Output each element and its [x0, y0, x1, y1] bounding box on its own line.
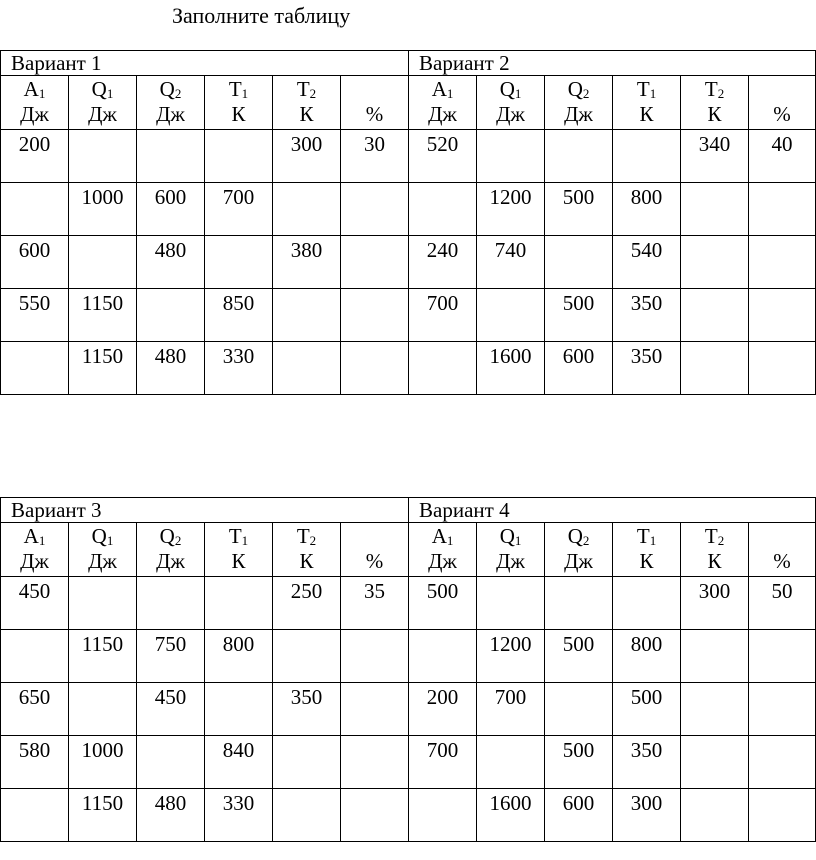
column-symbol	[229, 77, 248, 101]
column-unit: %	[365, 102, 384, 126]
variant-header-row	[1, 498, 816, 523]
table-cell[interactable]: 800	[613, 183, 681, 236]
column-header	[341, 76, 409, 130]
table-cell[interactable]: 200	[1, 130, 69, 183]
table-cell[interactable]: 750	[137, 630, 205, 683]
column-subscript: 1	[241, 86, 249, 101]
column-subscript: 1	[446, 533, 454, 548]
column-header	[273, 76, 341, 130]
table-cell[interactable]: 700	[409, 736, 477, 789]
table-cell[interactable]	[409, 630, 477, 683]
column-symbol	[92, 77, 114, 101]
table-cell[interactable]	[681, 183, 749, 236]
table-cell[interactable]: 350	[613, 289, 681, 342]
column-subscript: 1	[649, 86, 657, 101]
table-cell[interactable]	[477, 289, 545, 342]
table-cell[interactable]	[681, 289, 749, 342]
column-unit: Дж	[20, 102, 49, 126]
column-letter: T	[704, 77, 718, 101]
column-symbol	[229, 524, 248, 548]
column-header	[205, 523, 273, 577]
column-unit: Дж	[428, 549, 457, 573]
table-cell[interactable]	[749, 342, 816, 395]
table-cell[interactable]: 600	[1, 236, 69, 289]
column-header-row	[1, 76, 816, 130]
column-subscript: 1	[106, 533, 114, 548]
table-row	[1, 683, 816, 736]
table-cell[interactable]: 1150	[69, 630, 137, 683]
column-symbol	[24, 524, 46, 548]
table-cell[interactable]	[681, 789, 749, 842]
table-cell[interactable]: 330	[205, 789, 273, 842]
table-cell[interactable]	[477, 130, 545, 183]
column-unit: К	[231, 549, 246, 573]
column-letter: T	[228, 524, 242, 548]
column-subscript: 2	[309, 533, 317, 548]
table-cell[interactable]	[273, 630, 341, 683]
column-unit: К	[299, 549, 314, 573]
column-unit: К	[299, 102, 314, 126]
table-cell[interactable]	[613, 130, 681, 183]
column-subscript: 1	[446, 86, 454, 101]
column-letter: Q	[91, 524, 107, 548]
table-cell[interactable]	[681, 342, 749, 395]
table-cell[interactable]: 50	[749, 577, 816, 630]
variant-header-row	[1, 51, 816, 76]
column-subscript: 1	[106, 86, 114, 101]
column-header	[273, 523, 341, 577]
table-row	[1, 236, 816, 289]
table-cell[interactable]	[273, 736, 341, 789]
column-letter: T	[296, 77, 310, 101]
column-letter: T	[704, 524, 718, 548]
column-letter: Q	[499, 77, 515, 101]
table-cell[interactable]	[341, 236, 409, 289]
table-cell[interactable]: 1600	[477, 342, 545, 395]
column-symbol	[705, 77, 724, 101]
table-cell[interactable]	[409, 342, 477, 395]
column-unit: %	[773, 102, 791, 126]
variant-label: Вариант 3	[1, 498, 409, 523]
column-letter: A	[431, 524, 447, 548]
table-cell[interactable]: 600	[137, 183, 205, 236]
table-cell[interactable]	[137, 736, 205, 789]
table-cell[interactable]: 1000	[69, 736, 137, 789]
column-symbol	[297, 524, 316, 548]
table-cell[interactable]: 450	[137, 683, 205, 736]
table-cell[interactable]: 540	[613, 236, 681, 289]
table-cell[interactable]	[749, 683, 816, 736]
column-unit: К	[639, 102, 654, 126]
column-header	[1, 76, 69, 130]
column-header	[681, 523, 749, 577]
variant-table-1-2	[0, 50, 816, 395]
table-cell[interactable]	[137, 130, 205, 183]
column-subscript: 2	[717, 533, 725, 548]
table-row	[1, 736, 816, 789]
column-symbol	[24, 77, 46, 101]
table-row	[1, 577, 816, 630]
table-cell[interactable]	[681, 683, 749, 736]
column-symbol	[160, 77, 182, 101]
variant-table-3-4	[0, 497, 816, 842]
table-cell[interactable]: 740	[477, 236, 545, 289]
column-unit: Дж	[496, 549, 525, 573]
column-subscript: 1	[514, 86, 522, 101]
column-subscript: 1	[38, 86, 46, 101]
table-cell[interactable]: 700	[409, 289, 477, 342]
table-cell[interactable]	[341, 736, 409, 789]
column-letter: Q	[91, 77, 107, 101]
column-letter: Q	[567, 77, 583, 101]
table-cell[interactable]	[749, 789, 816, 842]
table-cell[interactable]: 1000	[69, 183, 137, 236]
column-letter: Q	[567, 524, 583, 548]
table-cell[interactable]	[545, 236, 613, 289]
table-cell[interactable]	[749, 183, 816, 236]
table-cell[interactable]	[137, 289, 205, 342]
table-cell[interactable]	[681, 736, 749, 789]
table-cell[interactable]: 1200	[477, 630, 545, 683]
table-cell[interactable]	[1, 630, 69, 683]
column-unit: Дж	[20, 549, 49, 573]
column-symbol	[568, 77, 590, 101]
column-symbol	[568, 524, 590, 548]
table-cell[interactable]: 600	[545, 342, 613, 395]
table-row	[1, 289, 816, 342]
table-cell[interactable]: 580	[1, 736, 69, 789]
table-cell[interactable]: 350	[613, 736, 681, 789]
column-header	[749, 523, 816, 577]
table-cell[interactable]	[273, 183, 341, 236]
column-subscript: 2	[717, 86, 725, 101]
table-cell[interactable]	[69, 683, 137, 736]
table-cell[interactable]: 480	[137, 342, 205, 395]
column-header-row	[1, 523, 816, 577]
table-cell[interactable]	[273, 342, 341, 395]
table-cell[interactable]	[341, 683, 409, 736]
column-header	[681, 76, 749, 130]
table-cell[interactable]: 1150	[69, 342, 137, 395]
table-cell[interactable]: 200	[409, 683, 477, 736]
table-cell[interactable]: 300	[681, 577, 749, 630]
table-cell[interactable]	[341, 630, 409, 683]
table-cell[interactable]	[69, 130, 137, 183]
table-cell[interactable]: 480	[137, 236, 205, 289]
table-cell[interactable]	[681, 236, 749, 289]
table-cell[interactable]: 240	[409, 236, 477, 289]
column-letter: A	[23, 524, 39, 548]
table-cell[interactable]	[409, 183, 477, 236]
table-cell[interactable]	[205, 683, 273, 736]
column-letter: T	[636, 77, 650, 101]
table-cell[interactable]: 40	[749, 130, 816, 183]
column-unit: %	[773, 549, 791, 573]
table-cell[interactable]	[137, 577, 205, 630]
column-symbol	[500, 77, 522, 101]
column-header	[409, 76, 477, 130]
table-cell[interactable]: 550	[1, 289, 69, 342]
table-cell[interactable]: 500	[613, 683, 681, 736]
table-cell[interactable]: 35	[341, 577, 409, 630]
table-cell[interactable]	[545, 577, 613, 630]
table-cell[interactable]: 30	[341, 130, 409, 183]
column-unit: К	[231, 102, 246, 126]
column-header	[477, 76, 545, 130]
column-letter: T	[296, 524, 310, 548]
table-cell[interactable]: 840	[205, 736, 273, 789]
table-cell[interactable]: 850	[205, 289, 273, 342]
table-cell[interactable]	[341, 183, 409, 236]
table-cell[interactable]: 250	[273, 577, 341, 630]
table-row	[1, 789, 816, 842]
column-header	[69, 523, 137, 577]
table-cell[interactable]	[749, 236, 816, 289]
table-cell[interactable]	[613, 577, 681, 630]
column-header	[137, 76, 205, 130]
column-unit: Дж	[564, 102, 593, 126]
table-cell[interactable]	[1, 342, 69, 395]
column-unit: Дж	[564, 549, 593, 573]
column-symbol	[160, 524, 182, 548]
column-header	[1, 523, 69, 577]
column-unit: Дж	[496, 102, 525, 126]
table-cell[interactable]	[545, 130, 613, 183]
table-cell[interactable]	[477, 736, 545, 789]
column-unit: Дж	[428, 102, 457, 126]
column-symbol	[500, 524, 522, 548]
table-row	[1, 183, 816, 236]
column-header	[137, 523, 205, 577]
column-header	[205, 76, 273, 130]
column-subscript: 1	[241, 533, 249, 548]
column-subscript: 2	[174, 86, 182, 101]
variant-label: Вариант 1	[1, 51, 409, 76]
column-header	[477, 523, 545, 577]
table-cell[interactable]: 520	[409, 130, 477, 183]
table-cell[interactable]	[341, 289, 409, 342]
table-row	[1, 342, 816, 395]
table-cell[interactable]: 380	[273, 236, 341, 289]
table-cell[interactable]: 350	[273, 683, 341, 736]
column-subscript: 2	[174, 533, 182, 548]
column-symbol	[637, 77, 656, 101]
variant-label: Вариант 4	[409, 498, 816, 523]
column-letter: Q	[159, 524, 175, 548]
table-cell[interactable]: 450	[1, 577, 69, 630]
variant-label: Вариант 2	[409, 51, 816, 76]
table-cell[interactable]: 480	[137, 789, 205, 842]
table-cell[interactable]	[205, 577, 273, 630]
column-symbol	[705, 524, 724, 548]
table-cell[interactable]	[477, 577, 545, 630]
column-subscript: 1	[649, 533, 657, 548]
column-header	[613, 523, 681, 577]
table-cell[interactable]	[1, 183, 69, 236]
column-unit: Дж	[156, 102, 185, 126]
column-symbol	[432, 77, 454, 101]
column-unit: К	[707, 549, 722, 573]
column-header	[545, 76, 613, 130]
column-header	[409, 523, 477, 577]
table-cell[interactable]: 300	[273, 130, 341, 183]
column-unit: К	[639, 549, 654, 573]
column-unit: Дж	[156, 549, 185, 573]
table-cell[interactable]	[545, 683, 613, 736]
column-header	[545, 523, 613, 577]
column-symbol	[92, 524, 114, 548]
table-cell[interactable]	[749, 736, 816, 789]
table-cell[interactable]: 800	[205, 630, 273, 683]
table-cell[interactable]	[273, 789, 341, 842]
table-cell[interactable]: 500	[545, 736, 613, 789]
column-header	[341, 523, 409, 577]
column-header	[749, 76, 816, 130]
table-cell[interactable]	[69, 236, 137, 289]
column-letter: T	[228, 77, 242, 101]
column-subscript: 2	[309, 86, 317, 101]
column-unit: %	[365, 549, 384, 573]
table-cell[interactable]	[409, 789, 477, 842]
table-cell[interactable]: 650	[1, 683, 69, 736]
table-cell[interactable]: 500	[545, 289, 613, 342]
column-letter: Q	[499, 524, 515, 548]
table-cell[interactable]: 1150	[69, 789, 137, 842]
table-cell[interactable]: 300	[613, 789, 681, 842]
table-cell[interactable]: 340	[681, 130, 749, 183]
table-cell[interactable]: 500	[545, 630, 613, 683]
column-letter: Q	[159, 77, 175, 101]
column-letter: A	[23, 77, 39, 101]
table-cell[interactable]: 800	[613, 630, 681, 683]
table-cell[interactable]	[205, 236, 273, 289]
table-cell[interactable]	[205, 130, 273, 183]
table-cell[interactable]: 700	[477, 683, 545, 736]
column-subscript: 2	[582, 533, 590, 548]
table-cell[interactable]: 500	[409, 577, 477, 630]
column-unit: Дж	[88, 102, 117, 126]
column-subscript: 1	[514, 533, 522, 548]
column-symbol	[637, 524, 656, 548]
column-subscript: 2	[582, 86, 590, 101]
column-header	[613, 76, 681, 130]
table-cell[interactable]: 350	[613, 342, 681, 395]
table-cell[interactable]	[341, 789, 409, 842]
column-letter: T	[636, 524, 650, 548]
column-symbol	[432, 524, 454, 548]
table-row	[1, 630, 816, 683]
table-cell[interactable]: 700	[205, 183, 273, 236]
column-header	[69, 76, 137, 130]
table-cell[interactable]: 1200	[477, 183, 545, 236]
table-cell[interactable]	[69, 577, 137, 630]
column-unit: К	[707, 102, 722, 126]
table-cell[interactable]: 500	[545, 183, 613, 236]
column-symbol	[297, 77, 316, 101]
column-unit: Дж	[88, 549, 117, 573]
table-cell[interactable]: 600	[545, 789, 613, 842]
table-cell[interactable]	[749, 630, 816, 683]
table-cell[interactable]	[273, 289, 341, 342]
table-cell[interactable]	[341, 342, 409, 395]
table-cell[interactable]: 330	[205, 342, 273, 395]
table-cell[interactable]: 1150	[69, 289, 137, 342]
page-title: Заполните таблицу	[172, 3, 351, 28]
table-row	[1, 130, 816, 183]
table-cell[interactable]	[749, 289, 816, 342]
table-cell[interactable]	[681, 630, 749, 683]
table-cell[interactable]: 1600	[477, 789, 545, 842]
table-cell[interactable]	[1, 789, 69, 842]
column-subscript: 1	[38, 533, 46, 548]
column-letter: A	[431, 77, 447, 101]
